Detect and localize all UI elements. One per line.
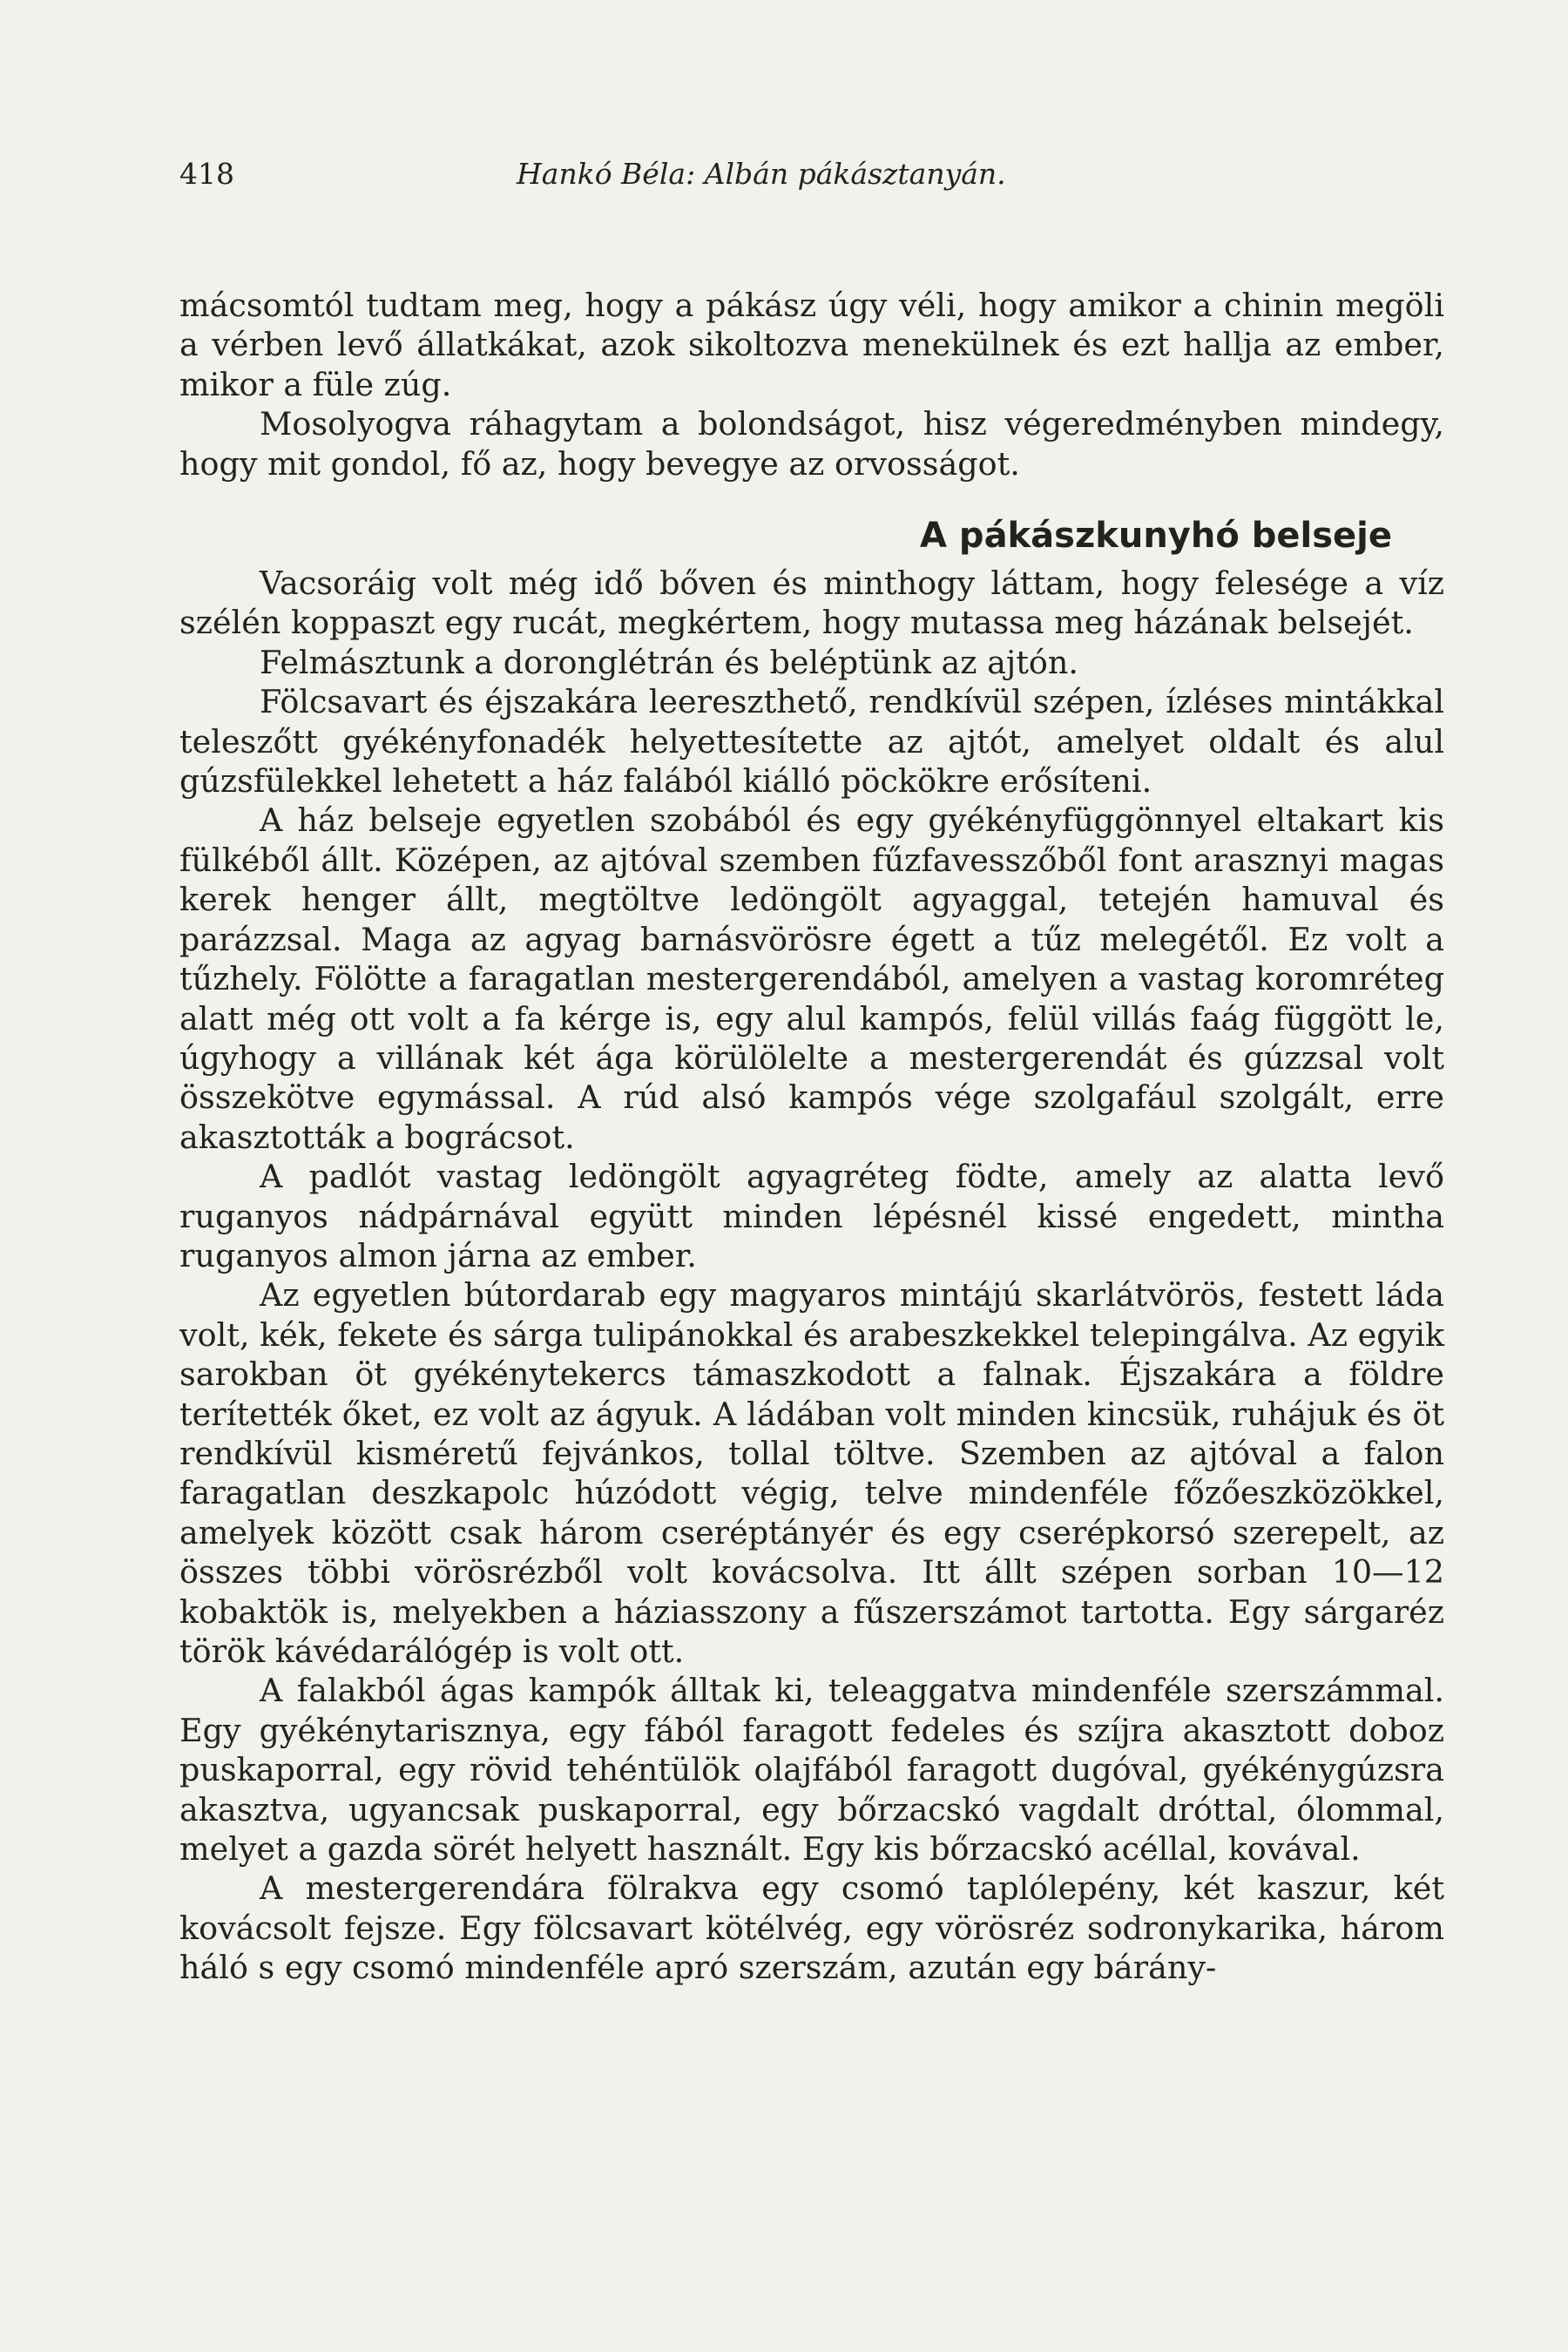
- page-number: 418: [179, 157, 234, 191]
- paragraph: A falakból ágas kampók álltak ki, teleaggatva mindenféle szerszámmal. Egy gyékénytarisznya, egy fából faragott fedeles és szíjra akasztott doboz puskaporral, egy rövid tehéntülök olajfából faragott dugóval, gyékénygúzsra akasztva, ugyancsak puskaporral, egy bőrzacskó vagdalt dróttal, ólommal, melyet a gazda sörét helyett használt. Egy kis bőrzacskó acéllal, kovával.: [179, 1672, 1444, 1869]
- paragraph: A padlót vastag ledöngölt agyagréteg födte, amely az alatta levő ruganyos nádpárnával együtt minden lépésnél kissé engedett, mintha ruganyos almon járna az ember.: [179, 1158, 1444, 1274]
- paragraph: Vacsoráig volt még idő bőven és minthogy láttam, hogy felesége a víz szélén koppaszt egy rucát, megkértem, hogy mutassa meg házának belsejét.: [179, 564, 1444, 642]
- section-heading: A pákászkunyhó belseje: [920, 516, 1392, 557]
- paragraph: Felmásztunk a doronglétrán és beléptünk az ajtón.: [260, 643, 1078, 681]
- running-head: [179, 157, 1451, 200]
- paragraph: Fölcsavart és éjszakára leereszthető, rendkívül szépen, ízléses mintákkal teleszőtt gyékényfonadék helyettesítette az ajtót, amelyet oldalt és alul gúzsfülekkel lehetett a ház falából kiálló pöckökre erősíteni.: [179, 683, 1444, 801]
- running-title: Hankó Béla: Albán pákásztanyán.: [517, 157, 1006, 191]
- paragraph: Az egyetlen bútordarab egy magyaros mintájú skarlátvörös, festett láda volt, kék, fekete és sárga tulipánokkal és arabeszkekkel telepingálva. Az egyik sarokban öt gyékénytekercs támaszkodott a falnak. Éjszakára a földre terítették őket, ez volt az ágyuk. A ládában volt minden kincsük, ruhájuk és öt rendkívül kisméretű fejvánkos, tollal töltve. Szemben az ajtóval a falon faragatlan deszkapolc húzódott végig, telve mindenféle főzőeszközökkel, amelyek között csak három cseréptányér és egy cserépkorsó szerepelt, az összes többi vörösrézből volt kovácsolva. Itt állt szépen sorban 10—12 kobaktök is, melyekben a háziasszony a fűszerszámot tartotta. Egy sárgaréz török kávédarálógép is volt ott.: [179, 1276, 1444, 1670]
- body-text: [179, 286, 1444, 1988]
- paragraph: A ház belseje egyetlen szobából és egy gyékényfüggönnyel eltakart kis fülkéből állt. Középen, az ajtóval szemben fűzfavesszőből font arasznyi magas kerek henger állt, megtöltve ledöngölt agyaggal, tetején hamuval és parázzsal. Maga az agyag barnásvörösre égett a tűz melegétől. Ez volt a tűzhely. Fölötte a faragatlan mestergerendából, amelyen a vastag koromréteg alatt még ott volt a fa kérge is, egy alul kampós, felül villás faág függött le, úgyhogy a villának két ága körülölelte a mestergerendát és gúzzsal volt összekötve egymással. A rúd alsó kampós vége szolgafául szolgált, erre akasztották a bográcsot.: [179, 801, 1444, 1156]
- paragraph-continued: mácsomtól tudtam meg, hogy a pákász úgy véli, hogy amikor a chinin megöli a vérben levő állatkákat, azok sikoltozva menekülnek és ezt hallja az ember, mikor a füle zúg.: [179, 287, 1444, 403]
- paragraph: Mosolyogva ráhagytam a bolondságot, hisz végeredményben mindegy, hogy mit gondol, fő az, hogy bevegye az orvosságot.: [179, 405, 1444, 483]
- paragraph: A mestergerendára fölrakva egy csomó taplólepény, két kaszur, két kovácsolt fejsze. Egy fölcsavart kötélvég, egy vörösréz sodronykarika, három háló s egy csomó mindenféle apró szerszám, azután egy bárány-: [179, 1869, 1444, 1987]
